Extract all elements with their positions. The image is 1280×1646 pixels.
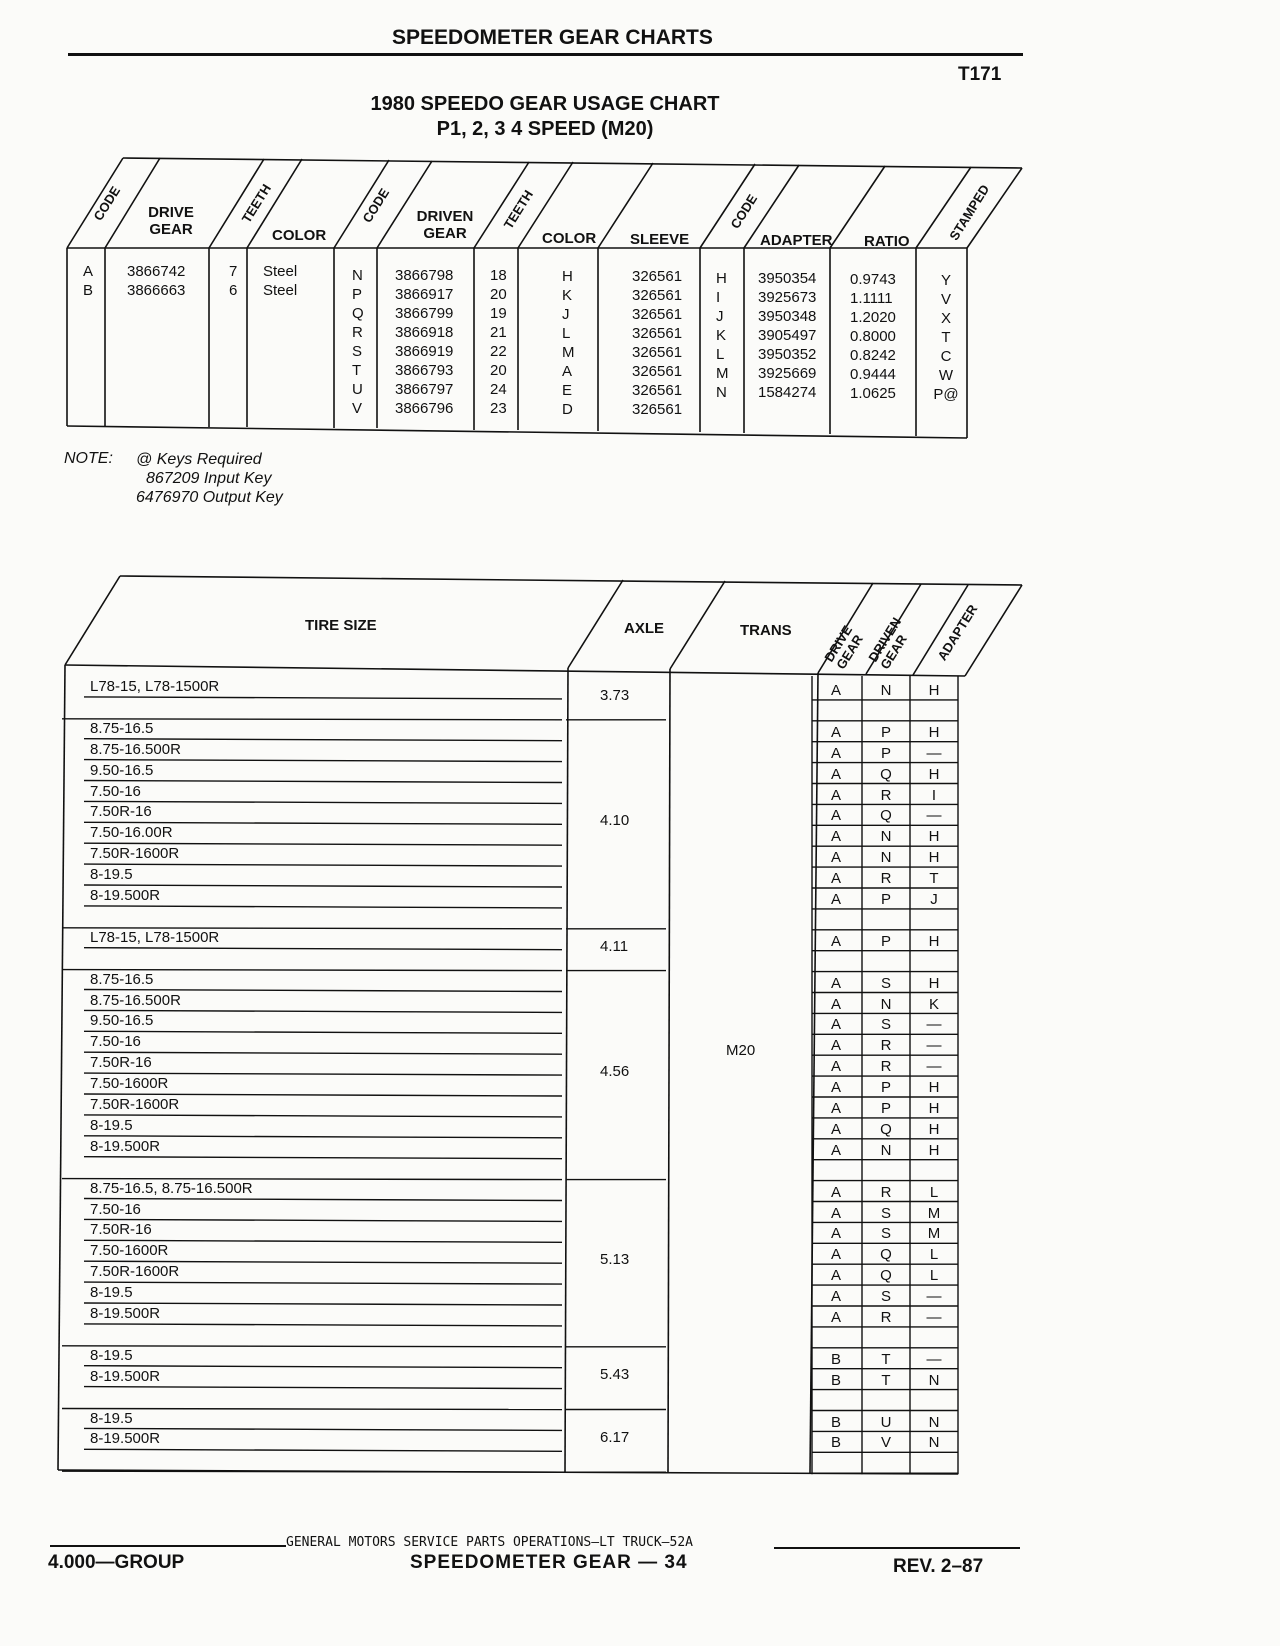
drive-gear-cell: A bbox=[830, 682, 841, 699]
chart-subtitle: P1, 2, 3 4 SPEED (M20) bbox=[436, 118, 654, 140]
driven-gear-cell: N bbox=[880, 995, 892, 1013]
hdr-driven-gear-line1: DRIVEN bbox=[416, 208, 474, 225]
drive-gear-cell: A bbox=[830, 974, 841, 992]
driven-gear-cell: S bbox=[880, 1288, 891, 1306]
driven-gear-cell: R bbox=[880, 1183, 892, 1201]
adapter-cell: H bbox=[928, 765, 940, 783]
driven-gear-cell: T bbox=[881, 1350, 891, 1368]
tire-size-cell: L78-15, L78-1500R bbox=[90, 928, 220, 946]
tire-size-cell: 8-19.5 bbox=[90, 1346, 133, 1364]
axle-value: 5.43 bbox=[600, 1366, 630, 1384]
driven-gear-cell: P bbox=[880, 723, 891, 741]
tire-size-cell: 7.50R-16 bbox=[90, 803, 152, 821]
drive-color-col: Steel Steel bbox=[263, 263, 298, 299]
tire-size-cell: 7.50R-16 bbox=[90, 1221, 152, 1239]
driven-gear-cell: S bbox=[880, 1225, 891, 1243]
tire-size-cell: 9.50-16.5 bbox=[90, 1012, 154, 1030]
driven-gear-cell: R bbox=[880, 870, 892, 888]
hdr-stamped: STAMPED bbox=[946, 181, 993, 244]
drive-gear-cell: A bbox=[830, 1037, 841, 1055]
axle-value: 4.11 bbox=[600, 937, 629, 955]
driven-gear-cell: Q bbox=[880, 1246, 892, 1264]
adapter-code-col: H I J K L M N bbox=[716, 270, 729, 401]
hdr-adapter: ADAPTER bbox=[760, 232, 833, 249]
drive-gear-cell: A bbox=[830, 1016, 841, 1034]
adapter-cell: M bbox=[927, 1225, 941, 1243]
driven-gear-cell: P bbox=[880, 744, 891, 762]
drive-gear-cell: A bbox=[830, 1100, 841, 1117]
ratio-col: 0.9743 1.1111 1.2020 0.8000 0.8242 0.9444 1.0625 bbox=[850, 271, 896, 402]
hdr-code-1: CODE bbox=[90, 183, 124, 224]
adapter-cell: H bbox=[928, 849, 940, 867]
drive-code-col: A B bbox=[83, 263, 94, 299]
adapter-cell: H bbox=[928, 974, 940, 992]
driven-code-col: N P Q R S T U V bbox=[352, 267, 364, 417]
axle-value: 5.13 bbox=[600, 1251, 630, 1269]
drive-gear-cell: B bbox=[830, 1371, 841, 1389]
adapter-cell: — bbox=[926, 1288, 942, 1306]
hdr-drive-gear-slant: DRIVE GEAR bbox=[821, 622, 866, 672]
hdr-ratio: RATIO bbox=[864, 233, 910, 250]
adapter-cell: I bbox=[931, 786, 937, 804]
page-code: T171 bbox=[958, 64, 1002, 85]
tire-size-cell: 8-19.500R bbox=[90, 1367, 161, 1385]
adapter-cell: — bbox=[926, 1058, 942, 1076]
hdr-color-1: COLOR bbox=[272, 227, 327, 244]
driven-gear-cell: Q bbox=[880, 807, 892, 825]
tire-size-cell: 8-19.500R bbox=[90, 887, 161, 904]
tire-size-cell: 8-19.5 bbox=[90, 1409, 133, 1427]
drive-gear-cell: A bbox=[830, 932, 841, 950]
driven-gear-cell: S bbox=[880, 1016, 891, 1034]
adapter-cell: H bbox=[928, 932, 940, 950]
drive-gear-cell: A bbox=[830, 1183, 841, 1201]
adapter-cell: L bbox=[929, 1267, 939, 1285]
driven-gear-cell: Q bbox=[880, 1267, 892, 1285]
adapter-cell: N bbox=[928, 1434, 940, 1452]
tire-size-cell: L78-15, L78-1500R bbox=[90, 678, 220, 695]
tire-size-cell: 8.75-16.500R bbox=[90, 991, 181, 1009]
hdr-trans: TRANS bbox=[740, 622, 792, 639]
adapter-cell: — bbox=[926, 1350, 942, 1368]
adapter-cell: L bbox=[929, 1246, 939, 1264]
tire-size-cell: 8.75-16.5 bbox=[90, 719, 154, 737]
tire-size-cell: 7.50R-16 bbox=[90, 1054, 152, 1072]
footer-center: SPEEDOMETER GEAR — 34 bbox=[410, 1552, 688, 1573]
footer-rule-right bbox=[774, 1547, 1020, 1549]
adapter-number-col: 3950354 3925673 3950348 3905497 3950352 3925669 1584274 bbox=[758, 270, 817, 401]
drive-gear-cell: A bbox=[830, 1288, 841, 1306]
driven-color-col: H K J L M A E D bbox=[562, 268, 575, 418]
driven-gear-cell: N bbox=[880, 828, 892, 846]
hdr-driven-gear-slant: DRIVEN GEAR bbox=[865, 614, 910, 672]
driven-gear-cell: P bbox=[880, 932, 891, 950]
drive-gear-cell: B bbox=[830, 1434, 841, 1452]
drive-gear-cell: A bbox=[830, 765, 841, 783]
driven-gear-cell: R bbox=[880, 1309, 892, 1326]
adapter-cell: J bbox=[930, 891, 938, 908]
driven-gear-cell: Q bbox=[880, 1120, 892, 1138]
driven-gear-cell: R bbox=[880, 1058, 892, 1076]
adapter-cell: — bbox=[926, 807, 942, 825]
drive-gear-cell: B bbox=[830, 1350, 841, 1368]
adapter-cell: L bbox=[929, 1183, 939, 1201]
tire-size-cell: 8-19.500R bbox=[90, 1430, 161, 1448]
driven-gear-cell: N bbox=[880, 682, 892, 699]
driven-gear-col: 3866798 3866917 3866799 3866918 3866919 3866793 3866797 3866796 bbox=[395, 267, 454, 417]
adapter-cell: H bbox=[928, 1120, 940, 1138]
tire-size-cell: 7.50-1600R bbox=[90, 1242, 169, 1260]
tire-size-cell: 8-19.500R bbox=[90, 1305, 161, 1322]
drive-gear-cell: A bbox=[830, 828, 841, 846]
tire-size-cell: 7.50-16 bbox=[90, 1200, 141, 1218]
adapter-cell: H bbox=[928, 1079, 940, 1097]
hdr-driven-gear-line2: GEAR bbox=[423, 225, 467, 242]
axle-value: 6.17 bbox=[600, 1428, 630, 1446]
driven-gear-cell: S bbox=[880, 1204, 891, 1222]
footer-right: REV. 2–87 bbox=[893, 1556, 984, 1577]
drive-gear-cell: A bbox=[830, 807, 841, 825]
tire-size-cell: 8-19.5 bbox=[90, 866, 133, 884]
drive-gear-cell: A bbox=[830, 1141, 841, 1159]
hdr-sleeve: SLEEVE bbox=[630, 231, 690, 248]
drive-gear-cell: A bbox=[830, 744, 841, 762]
tire-size-cell: 7.50R-1600R bbox=[90, 1263, 180, 1281]
drive-gear-col: 3866742 3866663 bbox=[127, 263, 186, 299]
trans-value: M20 bbox=[726, 1042, 756, 1059]
footer-rule-left bbox=[50, 1545, 286, 1547]
adapter-cell: — bbox=[926, 1309, 942, 1326]
tire-size-cell: 9.50-16.5 bbox=[90, 761, 154, 779]
adapter-cell: H bbox=[928, 1141, 940, 1159]
tire-size-cell: 8-19.5 bbox=[90, 1116, 133, 1134]
hdr-code-2: CODE bbox=[359, 185, 393, 226]
tire-size-cell: 7.50-16 bbox=[90, 782, 141, 800]
adapter-cell: K bbox=[928, 995, 939, 1013]
tire-size-cell: 7.50-1600R bbox=[90, 1075, 169, 1093]
note-line3: 6476970 Output Key bbox=[136, 489, 283, 506]
adapter-cell: — bbox=[926, 1037, 942, 1055]
hdr-drive-gear-line1: DRIVE bbox=[148, 204, 194, 221]
adapter-cell: H bbox=[928, 723, 940, 741]
driven-gear-cell: P bbox=[880, 1100, 891, 1117]
note-label: NOTE: bbox=[64, 450, 113, 467]
driven-gear-cell: P bbox=[880, 891, 891, 908]
hdr-code-3: CODE bbox=[727, 191, 761, 232]
drive-gear-cell: A bbox=[830, 1246, 841, 1264]
tire-size-cell: 8-19.500R bbox=[90, 1137, 161, 1155]
tire-size-cell: 7.50-16 bbox=[90, 1033, 141, 1051]
sleeve-col: 326561 326561 326561 326561 326561 326561 326561 326561 bbox=[632, 268, 683, 418]
hdr-drive-gear-line2: GEAR bbox=[149, 221, 193, 238]
footer-left: 4.000—GROUP bbox=[48, 1552, 185, 1573]
drive-gear-cell: A bbox=[830, 1309, 841, 1326]
drive-gear-cell: A bbox=[830, 723, 841, 741]
drive-gear-cell: A bbox=[830, 786, 841, 804]
adapter-cell: T bbox=[929, 870, 939, 888]
drive-gear-cell: A bbox=[830, 891, 841, 908]
adapter-cell: H bbox=[928, 682, 940, 699]
adapter-cell: — bbox=[926, 744, 942, 762]
stamped-col: Y V X T C W P@ bbox=[933, 272, 959, 403]
axle-value: 3.73 bbox=[600, 686, 630, 704]
tire-size-cell: 7.50R-1600R bbox=[90, 1096, 180, 1113]
hdr-teeth-1: TEETH bbox=[238, 181, 274, 226]
driven-gear-cell: R bbox=[880, 1037, 892, 1055]
driven-gear-cell: V bbox=[880, 1434, 891, 1452]
drive-gear-cell: A bbox=[830, 1120, 841, 1138]
tire-size-cell: 8-19.5 bbox=[90, 1284, 133, 1302]
axle-value: 4.10 bbox=[600, 812, 630, 830]
driven-gear-cell: N bbox=[880, 849, 892, 867]
driven-gear-cell: T bbox=[881, 1371, 891, 1389]
adapter-cell: M bbox=[927, 1204, 941, 1222]
adapter-cell: N bbox=[928, 1371, 940, 1389]
driven-teeth-col: 18 20 19 21 22 20 24 23 bbox=[490, 267, 507, 417]
drive-gear-cell: B bbox=[830, 1413, 841, 1431]
tire-size-cell: 8.75-16.5 bbox=[90, 970, 154, 988]
chart-title: 1980 SPEEDO GEAR USAGE CHART bbox=[370, 93, 720, 115]
adapter-cell: — bbox=[926, 1016, 942, 1034]
driven-gear-cell: U bbox=[880, 1413, 892, 1431]
hdr-axle: AXLE bbox=[624, 620, 665, 637]
drive-gear-cell: A bbox=[830, 1058, 841, 1076]
driven-gear-cell: P bbox=[880, 1079, 891, 1097]
drive-gear-cell: A bbox=[830, 870, 841, 888]
axle-value: 4.56 bbox=[600, 1063, 630, 1081]
drive-gear-cell: A bbox=[830, 1204, 841, 1222]
drive-gear-cell: A bbox=[830, 849, 841, 867]
adapter-cell: H bbox=[928, 1100, 940, 1117]
drive-gear-cell: A bbox=[830, 995, 841, 1013]
adapter-cell: N bbox=[928, 1413, 940, 1431]
drive-teeth-col: 7 6 bbox=[229, 263, 238, 299]
driven-gear-cell: N bbox=[880, 1141, 892, 1159]
note-line1: @ Keys Required bbox=[136, 451, 262, 468]
driven-gear-cell: S bbox=[880, 974, 891, 992]
drive-gear-cell: A bbox=[830, 1079, 841, 1097]
hdr-tire-size: TIRE SIZE bbox=[305, 617, 377, 634]
hdr-color-2: COLOR bbox=[542, 230, 597, 247]
header-title: SPEEDOMETER GEAR CHARTS bbox=[392, 26, 713, 49]
tire-size-cell: 8.75-16.500R bbox=[90, 740, 181, 758]
driven-gear-cell: Q bbox=[880, 765, 892, 783]
tire-size-cell: 8.75-16.5, 8.75-16.500R bbox=[90, 1179, 253, 1197]
hdr-adapter-slant: ADAPTER bbox=[934, 601, 981, 664]
drive-gear-cell: A bbox=[830, 1267, 841, 1285]
tire-size-cell: 7.50R-1600R bbox=[90, 845, 180, 863]
tire-size-cell: 7.50-16.00R bbox=[90, 824, 173, 842]
adapter-cell: H bbox=[928, 828, 940, 846]
note-line2: 867209 Input Key bbox=[146, 470, 272, 487]
hdr-teeth-2: TEETH bbox=[500, 187, 536, 232]
drive-gear-cell: A bbox=[830, 1225, 841, 1243]
driven-gear-cell: R bbox=[880, 786, 892, 804]
footer-center-top: GENERAL MOTORS SERVICE PARTS OPERATIONS—LT TRUCK—52A bbox=[286, 1535, 693, 1550]
